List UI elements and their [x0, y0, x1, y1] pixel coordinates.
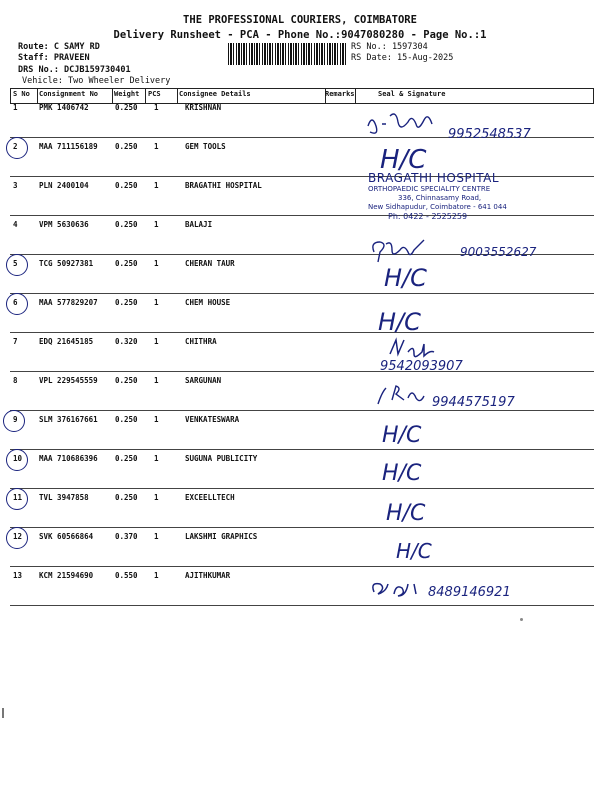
stamp-line-2: 336, Chinnasamy Road,	[398, 194, 482, 202]
handwritten-signature-row13	[360, 570, 590, 608]
row-pcs: 1	[154, 415, 159, 424]
hc-mark: H/C	[386, 501, 426, 526]
row-consignment: TVL 3947858	[39, 493, 89, 502]
row-pcs: 1	[154, 142, 159, 151]
col-divider	[37, 88, 38, 104]
row-sno: 9	[13, 415, 18, 424]
row-sno: 8	[13, 376, 18, 385]
row-pcs: 1	[154, 337, 159, 346]
row-sno: 4	[13, 220, 18, 229]
rs-date: RS Date: 15-Aug-2025	[351, 53, 454, 63]
row-consignment: KCM 21594690	[39, 571, 94, 580]
row-pcs: 1	[154, 220, 159, 229]
sno-circle-9	[3, 410, 25, 432]
row-pcs: 1	[154, 454, 159, 463]
row-consignment: MAA 711156189	[39, 142, 98, 151]
handwritten-phone-row13: 8489146921	[428, 585, 511, 600]
row-consignee: KRISHNAN	[185, 103, 222, 112]
route-label: Route: C SAMY RD	[18, 42, 100, 52]
col-divider	[145, 88, 146, 104]
handwritten-hc-row6	[360, 300, 590, 338]
row-divider	[10, 566, 594, 567]
sno-circle-5	[6, 254, 28, 276]
row-pcs: 1	[154, 259, 159, 268]
row-consignment: TCG 50927381	[39, 259, 94, 268]
runsheet-subtitle: Delivery Runsheet - PCA - Phone No.:9047080280 - Page No.:1	[113, 29, 487, 41]
hc-mark: H/C	[378, 308, 421, 336]
row-pcs: 1	[154, 181, 159, 190]
handwritten-hc-row10	[360, 450, 590, 488]
table-header-border	[10, 103, 594, 104]
row-weight: 0.250	[115, 181, 138, 190]
row-weight: 0.250	[115, 298, 138, 307]
row-weight: 0.370	[115, 532, 138, 541]
header-pcs: PCS	[148, 90, 161, 98]
sno-circle-11	[6, 488, 28, 510]
row-consignee: SARGUNAN	[185, 376, 222, 385]
row-sno: 11	[13, 493, 23, 502]
row-consignment: MAA 710686396	[39, 454, 98, 463]
sno-circle-2	[6, 137, 28, 159]
row-consignment: PLN 2400104	[39, 181, 89, 190]
stamp-line-3: New Sidhapudur, Coimbatore - 641 044	[368, 203, 507, 211]
barcode-image	[228, 43, 346, 65]
row-weight: 0.250	[115, 454, 138, 463]
company-title: THE PROFESSIONAL COURIERS, COIMBATORE	[183, 14, 417, 26]
row-consignee: CHEM HOUSE	[185, 298, 231, 307]
row-consignee: GEM TOOLS	[185, 142, 226, 151]
row-sno: 10	[13, 454, 23, 463]
vehicle-label: Vehicle: Two Wheeler Delivery	[22, 76, 171, 86]
hc-mark: H/C	[380, 145, 427, 175]
handwritten-signature-row8	[360, 376, 590, 414]
col-divider	[177, 88, 178, 104]
stamp-line-1: ORTHOPAEDIC SPECIALITY CENTRE	[368, 185, 491, 193]
row-pcs: 1	[154, 376, 159, 385]
row-sno: 1	[13, 103, 18, 112]
table-top-border	[10, 88, 594, 89]
scan-speck	[2, 708, 4, 718]
row-sno: 5	[13, 259, 18, 268]
row-consignment: EDQ 21645185	[39, 337, 94, 346]
row-sno: 12	[13, 532, 23, 541]
handwritten-hc-row9	[360, 412, 590, 450]
row-pcs: 1	[154, 298, 159, 307]
row-weight: 0.550	[115, 571, 138, 580]
row-consignee: BRAGATHI HOSPITAL	[185, 181, 262, 190]
row-consignment: PMK 1406742	[39, 103, 89, 112]
header-consignment: Consignment No	[39, 90, 99, 98]
row-consignee: CHITHRA	[185, 337, 217, 346]
hc-mark: H/C	[382, 461, 422, 486]
row-sno: 3	[13, 181, 18, 190]
row-weight: 0.250	[115, 142, 138, 151]
handwritten-phone-row8: 9944575197	[432, 395, 515, 410]
sno-circle-10	[6, 449, 28, 471]
handwritten-hc-row12	[360, 528, 590, 566]
handwritten-phone-row4: 9003552627	[460, 245, 537, 259]
row-weight: 0.250	[115, 103, 138, 112]
handwritten-phone-row7: 9542093907	[380, 359, 463, 372]
row-consignee: BALAJI	[185, 220, 213, 229]
row-consignment: SVK 60566864	[39, 532, 94, 541]
sno-circle-12	[6, 527, 28, 549]
row-consignee: CHERAN TAUR	[185, 259, 235, 268]
rs-number: RS No.: 1597304	[351, 42, 428, 52]
drs-number: DRS No.: DCJB159730401	[18, 65, 131, 75]
sno-circle-6	[6, 293, 28, 315]
handwritten-phone-row1: 9952548537	[448, 127, 531, 142]
handwritten-hc-row5	[360, 256, 590, 294]
row-weight: 0.250	[115, 415, 138, 424]
row-divider	[10, 488, 594, 489]
col-divider	[355, 88, 356, 104]
row-consignee: VENKATESWARA	[185, 415, 240, 424]
row-consignee: AJITHKUMAR	[185, 571, 231, 580]
col-divider	[593, 88, 594, 104]
stamp-line-4: Ph: 0422 - 2525259	[388, 212, 468, 221]
row-consignee: EXCEELLTECH	[185, 493, 235, 502]
header-seal: Seal & Signature	[378, 90, 446, 98]
header-remarks: Remarks	[325, 90, 355, 98]
row-weight: 0.250	[115, 220, 138, 229]
row-consignment: VPM 5630636	[39, 220, 89, 229]
hc-mark: H/C	[384, 264, 427, 292]
handwritten-hc-row11	[360, 490, 590, 528]
row-consignee: SUGUNA PUBLICITY	[185, 454, 258, 463]
row-consignment: MAA 577829207	[39, 298, 98, 307]
row-weight: 0.320	[115, 337, 138, 346]
header-weight: Weight	[114, 90, 140, 98]
row-sno: 6	[13, 298, 18, 307]
row-sno: 2	[13, 142, 18, 151]
row-pcs: 1	[154, 571, 159, 580]
header-consignee: Consignee Details	[179, 90, 251, 98]
hc-mark: H/C	[396, 539, 432, 563]
row-consignee: LAKSHMI GRAPHICS	[185, 532, 258, 541]
row-consignment: VPL 229545559	[39, 376, 98, 385]
col-divider	[10, 88, 11, 104]
row-pcs: 1	[154, 103, 159, 112]
row-weight: 0.250	[115, 493, 138, 502]
hc-mark: H/C	[382, 423, 422, 448]
row-pcs: 1	[154, 493, 159, 502]
hospital-stamp	[368, 172, 540, 221]
stamp-name: BRAGATHI HOSPITAL	[368, 171, 500, 185]
row-weight: 0.250	[115, 259, 138, 268]
handwritten-signature-row7	[360, 334, 590, 372]
row-weight: 0.250	[115, 376, 138, 385]
header-sno: S No	[13, 90, 30, 98]
row-pcs: 1	[154, 532, 159, 541]
row-sno: 7	[13, 337, 18, 346]
row-consignment: SLM 376167661	[39, 415, 98, 424]
row-sno: 13	[13, 571, 23, 580]
col-divider	[112, 88, 113, 104]
staff-label: Staff: PRAVEEN	[18, 53, 90, 63]
scan-speck	[520, 618, 523, 621]
